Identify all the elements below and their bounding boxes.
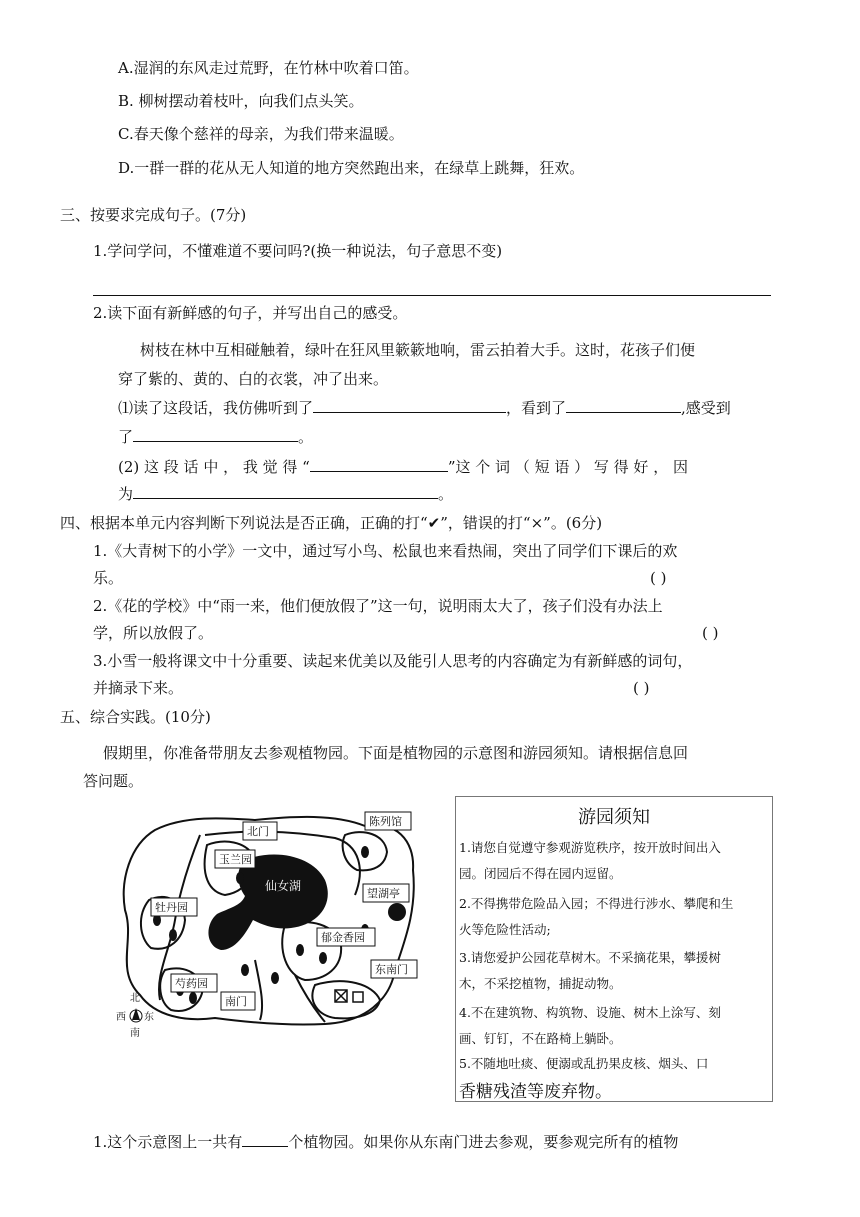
passage-line-1: 树枝在林中互相碰触着，绿叶在狂风里簌簌地响，雷云拍着大手。这时，花孩子们便 xyxy=(140,341,696,359)
answer-line xyxy=(93,295,771,296)
section4-heading: 四、根据本单元内容判断下列说法是否正确，正确的打“✔”，错误的打“×”。(6分) xyxy=(60,514,603,532)
blank-word[interactable] xyxy=(310,455,448,472)
q1-text-b: 个植物园。如果你从东南门进去参观，要参观完所有的植物 xyxy=(288,1133,679,1151)
section3-q2: 2.读下面有新鲜感的句子，并写出自己的感受。 xyxy=(93,304,408,322)
notice-line-2: 园。闭园后不得在园内逗留。 xyxy=(459,866,622,881)
compass-north: 北 xyxy=(130,993,140,1004)
label-shaoyaoyuan: 芍药园 xyxy=(175,977,208,990)
section5-q1 xyxy=(93,1130,678,1153)
option-d: D.一群一群的花从无人知道的地方突然跑出来，在绿草上跳舞，狂欢。 xyxy=(118,159,585,177)
answer-paren-3[interactable]: ( ) xyxy=(633,679,650,697)
lake-shape xyxy=(208,854,327,950)
option-b: B. 柳树摆动着枝叶，向我们点头笑。 xyxy=(118,92,364,110)
blank-reason[interactable] xyxy=(133,482,438,499)
compass-east: 东 xyxy=(144,1012,154,1023)
notice-line-6: 木，不采挖植物，捕捉动物。 xyxy=(459,976,622,991)
label-mudanyuan: 牡丹园 xyxy=(155,901,188,914)
option-a: A.湿润的东风走过荒野，在竹林中吹着口笛。 xyxy=(118,59,419,77)
sub2-text-b: ”这 个 词 （ 短 语 ） 写 得 好 ， 因 xyxy=(447,458,688,476)
blank-heard[interactable] xyxy=(313,396,506,413)
q1-text-a: 1.这个示意图上一共有 xyxy=(93,1133,243,1151)
notice-line-9: 5.不随地吐痰、便溺或乱扔果皮核、烟头、口 xyxy=(459,1056,709,1071)
notice-line-1: 1.请您自觉遵守参观游览秩序，按开放时间出入 xyxy=(459,840,721,855)
label-wanghuting: 望湖亭 xyxy=(367,887,400,900)
notice-line-3: 2.不得携带危险品入园；不得进行涉水、攀爬和生 xyxy=(459,896,734,911)
sub-question-1-cont xyxy=(118,425,313,448)
notice-line-8: 画、钉钉，不在路椅上躺卧。 xyxy=(459,1031,622,1046)
label-yulanyuan: 玉兰园 xyxy=(219,853,252,866)
section3-q1: 1.学问学问，不懂难道不要问吗?(换一种说法，句子意思不变) xyxy=(93,242,503,260)
compass-south: 南 xyxy=(130,1028,140,1039)
notice-line-10: 香糖残渣等废弃物。 xyxy=(459,1082,612,1102)
sub1-text-c: ,感受到 xyxy=(681,399,731,417)
compass-west: 西 xyxy=(116,1012,126,1023)
label-chenlieguan: 陈列馆 xyxy=(369,815,402,828)
sub-question-2 xyxy=(118,455,688,478)
notice-line-4: 火等危险性活动; xyxy=(459,922,551,937)
section3-heading: 三、按要求完成句子。(7分) xyxy=(60,206,247,224)
statement-2: 2.《花的学校》中“雨一来，他们便放假了”这一句，说明雨太大了，孩子们没有办法上 xyxy=(93,597,663,615)
label-xiannvhu: 仙女湖 xyxy=(265,879,302,893)
sub2-text-a: (2) 这 段 话 中 ， 我 觉 得 “ xyxy=(118,458,310,476)
statement-3: 3.小雪一般将课文中十分重要、读起来优美以及能引人思考的内容确定为有新鲜感的词句， xyxy=(93,652,693,670)
answer-paren-2[interactable]: ( ) xyxy=(702,624,719,642)
sub2-text-d: 。 xyxy=(438,485,454,503)
blank-felt[interactable] xyxy=(133,425,298,442)
compass-icon xyxy=(116,992,154,1039)
answer-paren-1[interactable]: ( ) xyxy=(650,569,667,587)
statement-2-cont: 学，所以放假了。 xyxy=(93,624,214,642)
label-yujinxiangyuan: 郁金香园 xyxy=(321,931,365,944)
notice-line-7: 4.不在建筑物、构筑物、设施、树木上涂写、刻 xyxy=(459,1005,721,1020)
label-nanmen: 南门 xyxy=(225,995,247,1008)
sub-question-1 xyxy=(118,396,731,419)
passage-line-2: 穿了紫的、黄的、白的衣裳，冲了出来。 xyxy=(118,370,389,388)
pavilion-dot xyxy=(388,903,406,921)
statement-1-cont: 乐。 xyxy=(93,569,124,587)
section5-intro: 假期里，你准备带朋友去参观植物园。下面是植物园的示意图和游园须知。请根据信息回 xyxy=(103,744,689,762)
section5-intro-cont: 答问题。 xyxy=(83,772,144,790)
sub1-text-d: 了 xyxy=(118,428,134,446)
statement-1: 1.《大青树下的小学》一文中，通过写小鸟、松鼠也来看热闹，突出了同学们下课后的欢 xyxy=(93,542,678,560)
label-beimen: 北门 xyxy=(247,825,269,838)
statement-3-cont: 并摘录下来。 xyxy=(93,679,184,697)
sub2-text-c: 为 xyxy=(118,485,134,503)
notice-line-5: 3.请您爱护公园花草树木。不采摘花果，攀援树 xyxy=(459,950,721,965)
notice-title: 游园须知 xyxy=(578,807,650,828)
garden-map xyxy=(95,800,440,1040)
sub1-text-b: ，看到了 xyxy=(506,399,567,417)
garden-notice-box xyxy=(455,796,773,1102)
section5-heading: 五、综合实践。(10分) xyxy=(60,708,211,726)
blank-garden-count[interactable] xyxy=(242,1130,288,1147)
option-c: C.春天像个慈祥的母亲，为我们带来温暖。 xyxy=(118,125,404,143)
sub1-text-e: 。 xyxy=(298,428,314,446)
sub1-text-a: ⑴读了这段话，我仿佛听到了 xyxy=(118,399,314,417)
sub-question-2-cont xyxy=(118,482,453,505)
label-dongnanmen: 东南门 xyxy=(375,963,408,976)
blank-saw[interactable] xyxy=(566,396,681,413)
